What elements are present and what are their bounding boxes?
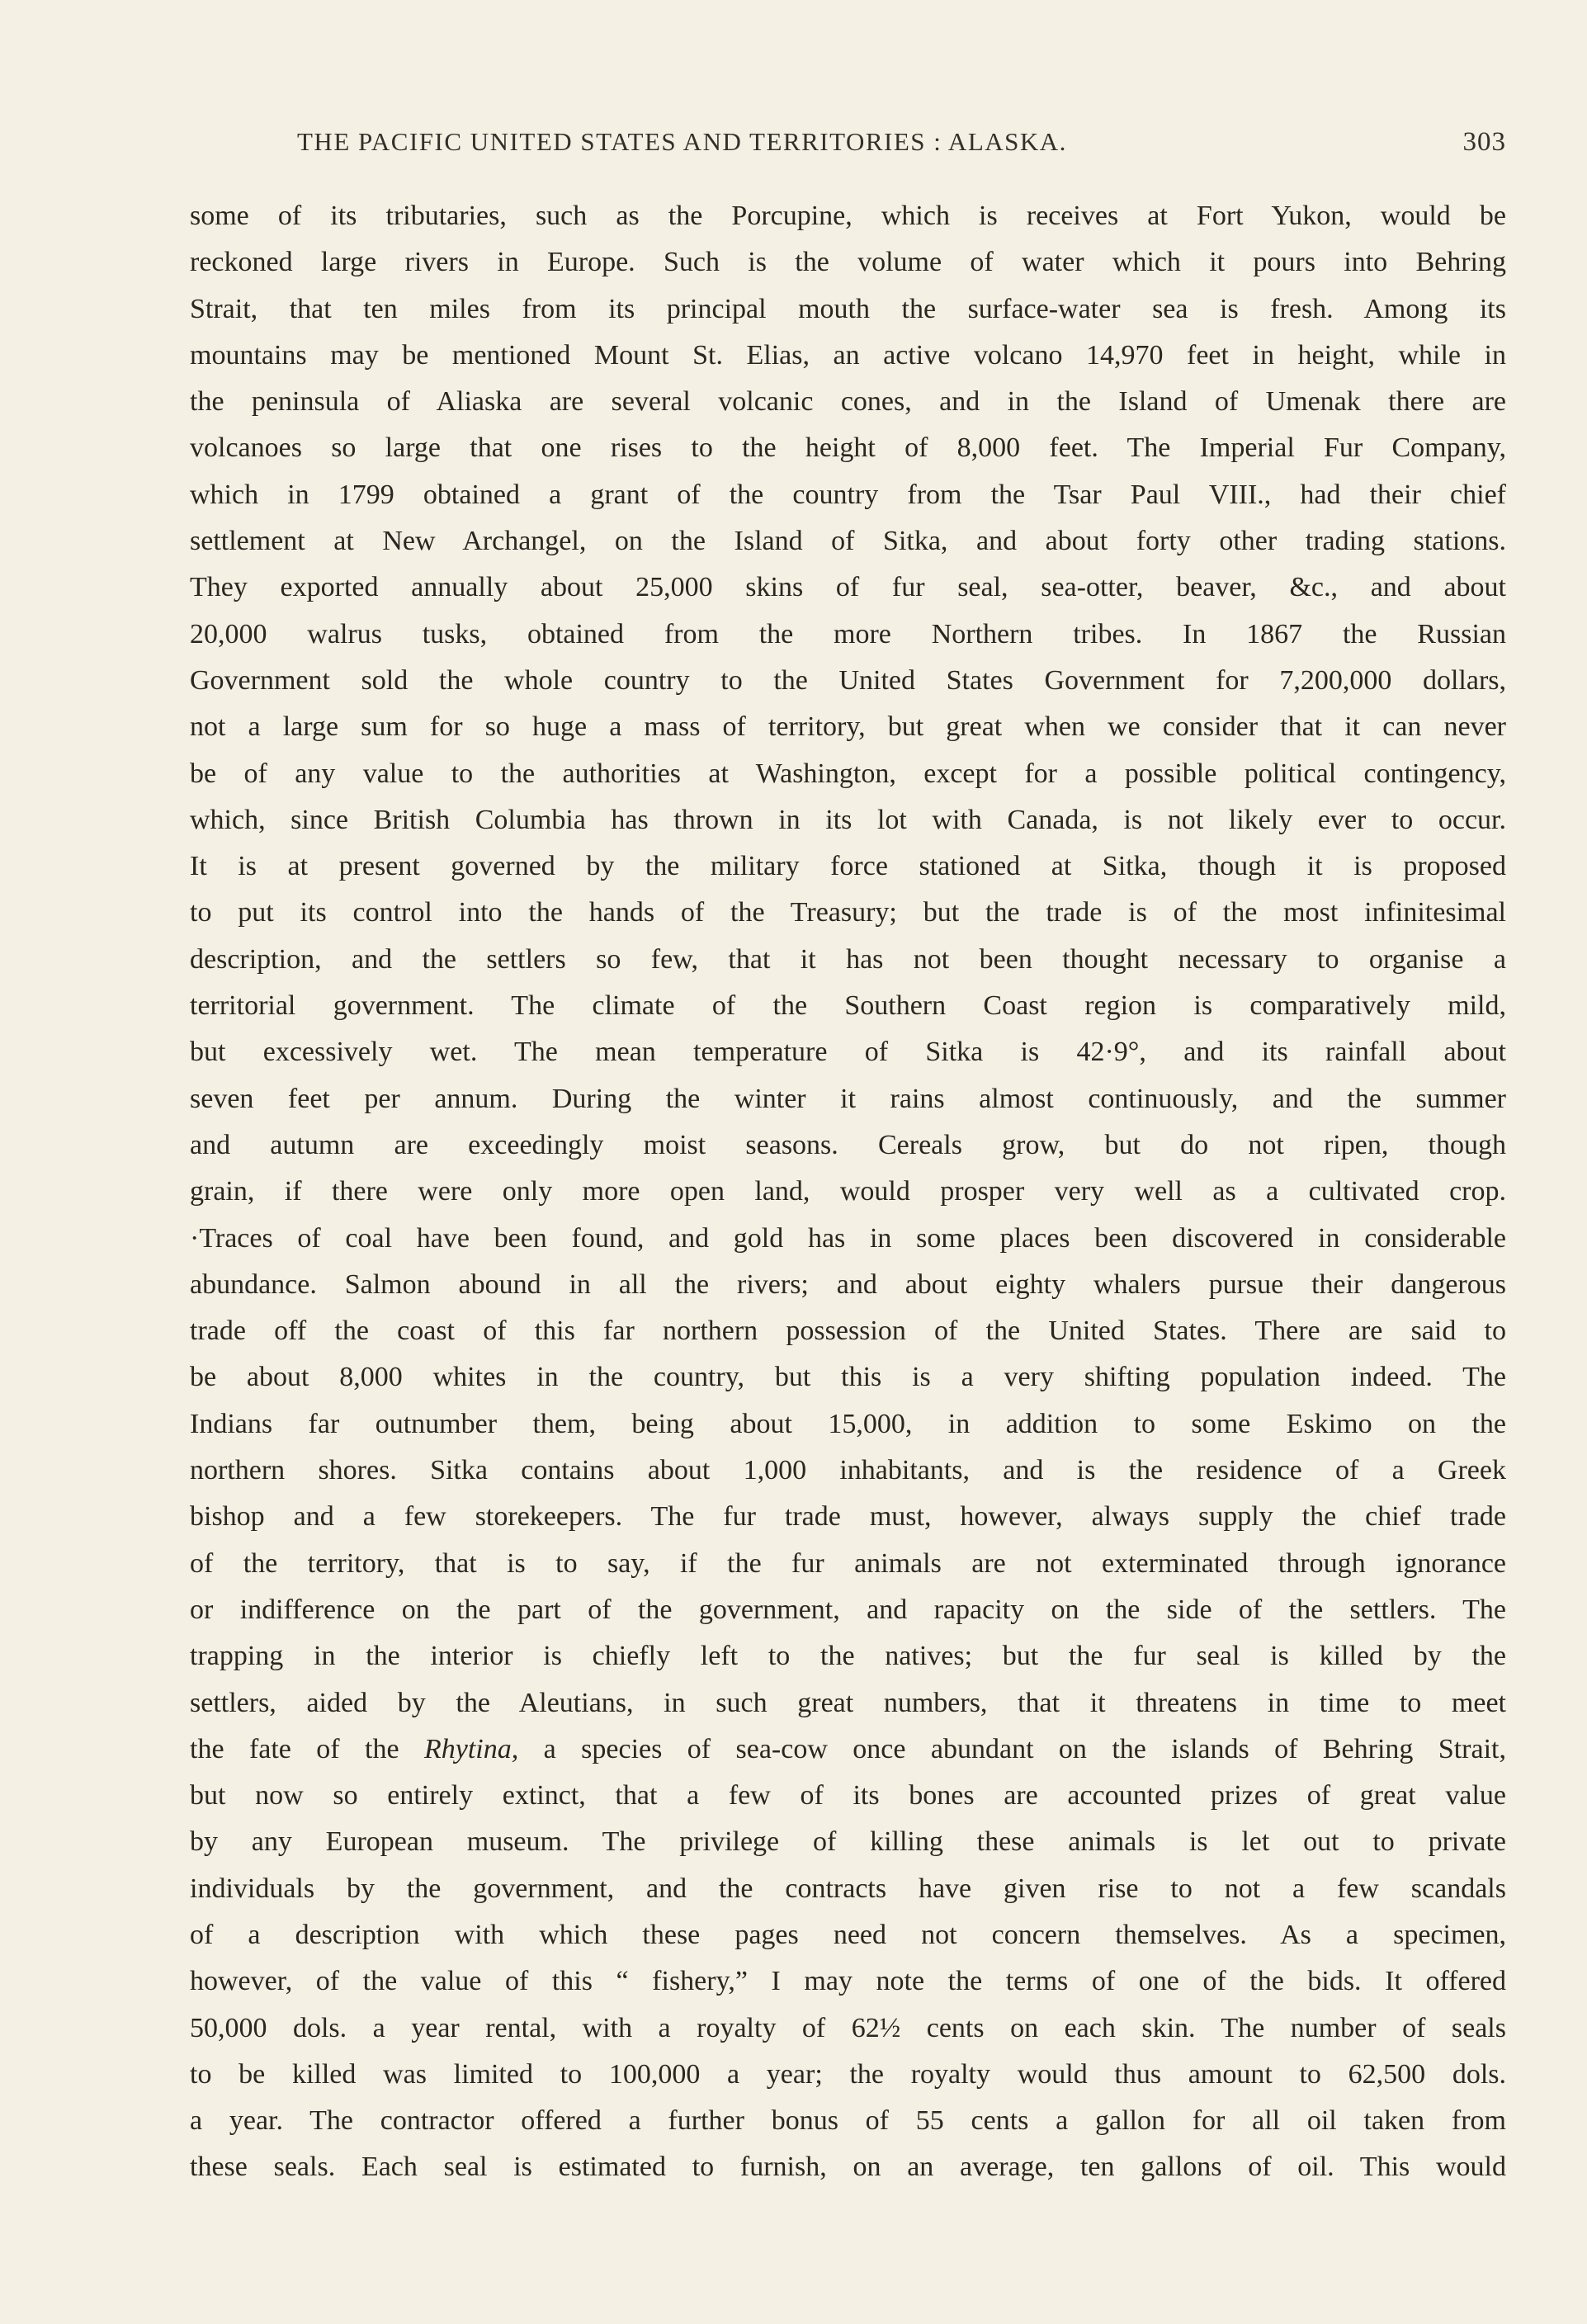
- text-line: be of any value to the authorities at Washington, except for a possible political contingency,: [190, 758, 1506, 789]
- text-line: not a large sum for so huge a mass of territory, but great when we consider that it can never: [190, 711, 1506, 743]
- text-line: and autumn are exceedingly moist seasons. Cereals grow, but do not ripen, though: [190, 1129, 1506, 1160]
- text-line: some of its tributaries, such as the Porcupine, which is receives at Fort Yukon, would be: [190, 201, 1506, 231]
- text-line: of the territory, that is to say, if the fur animals are not exterminated through ignorance: [190, 1547, 1506, 1579]
- text-line: which, since British Columbia has thrown in its lot with Canada, is not likely ever to occur.: [190, 804, 1506, 835]
- text-line: trade off the coast of this far northern possession of the United States. There are said to: [190, 1316, 1506, 1347]
- text-line: these seals. Each seal is estimated to furnish, on an average, ten gallons of oil. This would: [190, 2152, 1506, 2183]
- text-line: Government sold the whole country to the United States Government for 7,200,000 dollars,: [190, 664, 1506, 696]
- text-line: a year. The contractor offered a further bonus of 55 cents a gallon for all oil taken from: [190, 2105, 1506, 2137]
- text-line: mountains may be mentioned Mount St. Elias, an active volcano 14,970 feet in height, while in: [190, 339, 1506, 371]
- text-line: by any European museum. The privilege of killing these animals is let out to private: [190, 1826, 1506, 1858]
- text-line: to be killed was limited to 100,000 a year; the royalty would thus amount to 62,500 dols.: [190, 2058, 1506, 2090]
- text-line: but now so entirely extinct, that a few of its bones are accounted prizes of great value: [190, 1780, 1506, 1811]
- text-line: 20,000 walrus tusks, obtained from the more Northern tribes. In 1867 the Russian: [190, 618, 1506, 649]
- text-line: northern shores. Sitka contains about 1,000 inhabitants, and is the residence of a Greek: [190, 1455, 1506, 1486]
- text-line: but excessively wet. The mean temperature of Sitka is 42·9°, and its rainfall about: [190, 1037, 1506, 1068]
- text-line: the peninsula of Aliaska are several volcanic cones, and in the Island of Umenak there are: [190, 386, 1506, 418]
- text-line: seven feet per annum. During the winter it rains almost continuously, and the summer: [190, 1083, 1506, 1114]
- text-line-with-italic: [190, 1726, 1506, 1773]
- text-line: trapping in the interior is chiefly left to the natives; but the fur seal is killed by the: [190, 1641, 1506, 1672]
- text-line: grain, if there were only more open land, would prosper very well as a cultivated crop.: [190, 1176, 1506, 1207]
- text-line: 50,000 dols. a year rental, with a royalty of 62½ cents on each skin. The number of seals: [190, 2012, 1506, 2043]
- text-line: however, of the value of this “ fishery,” I may note the terms of one of the bids. It offered: [190, 1966, 1506, 1997]
- text-line: or indifference on the part of the government, and rapacity on the side of the settlers. The: [190, 1594, 1506, 1625]
- text-line: bishop and a few storekeepers. The fur trade must, however, always supply the chief trade: [190, 1501, 1506, 1533]
- page-number: 303: [1462, 127, 1506, 157]
- body-text: [190, 193, 1506, 2191]
- text-line: territorial government. The climate of the Southern Coast region is comparatively mild,: [190, 990, 1506, 1022]
- running-head: [190, 127, 1506, 163]
- text-line: volcanoes so large that one rises to the height of 8,000 feet. The Imperial Fur Company,: [190, 432, 1506, 464]
- italic-species-name: Rhytina,: [424, 1733, 519, 1764]
- text-line: description, and the settlers so few, that it has not been thought necessary to organise a: [190, 943, 1506, 975]
- text-line: of a description with which these pages need not concern themselves. As a specimen,: [190, 1919, 1506, 1950]
- text-line: individuals by the government, and the contracts have given rise to not a few scandals: [190, 1873, 1506, 1904]
- running-title: THE PACIFIC UNITED STATES AND TERRITORIES : ALASKA.: [297, 127, 1067, 156]
- text-line: to put its control into the hands of the Treasury; but the trade is of the most infinitesimal: [190, 897, 1506, 928]
- text-line: reckoned large rivers in Europe. Such is the volume of water which it pours into Behring: [190, 247, 1506, 278]
- text-line: settlement at New Archangel, on the Island of Sitka, and about forty other trading stations.: [190, 526, 1506, 557]
- text-line: It is at present governed by the military force stationed at Sitka, though it is proposed: [190, 851, 1506, 882]
- text-line: abundance. Salmon abound in all the rivers; and about eighty whalers pursue their dangerous: [190, 1268, 1506, 1300]
- text-segment: a species of sea-cow once abundant on the islands of Behring Strait,: [518, 1733, 1506, 1764]
- text-line: ·Traces of coal have been found, and gold has in some places been discovered in considerable: [190, 1222, 1506, 1254]
- text-line: They exported annually about 25,000 skins of fur seal, sea-otter, beaver, &c., and about: [190, 572, 1506, 603]
- text-line: which in 1799 obtained a grant of the country from the Tsar Paul VIII., had their chief: [190, 479, 1506, 510]
- text-line: be about 8,000 whites in the country, but this is a very shifting population indeed. The: [190, 1362, 1506, 1393]
- text-line: Indians far outnumber them, being about 15,000, in addition to some Eskimo on the: [190, 1408, 1506, 1439]
- text-line: settlers, aided by the Aleutians, in such great numbers, that it threatens in time to meet: [190, 1687, 1506, 1718]
- text-line: Strait, that ten miles from its principal mouth the surface-water sea is fresh. Among its: [190, 293, 1506, 324]
- text-segment: the fate of the: [190, 1733, 424, 1764]
